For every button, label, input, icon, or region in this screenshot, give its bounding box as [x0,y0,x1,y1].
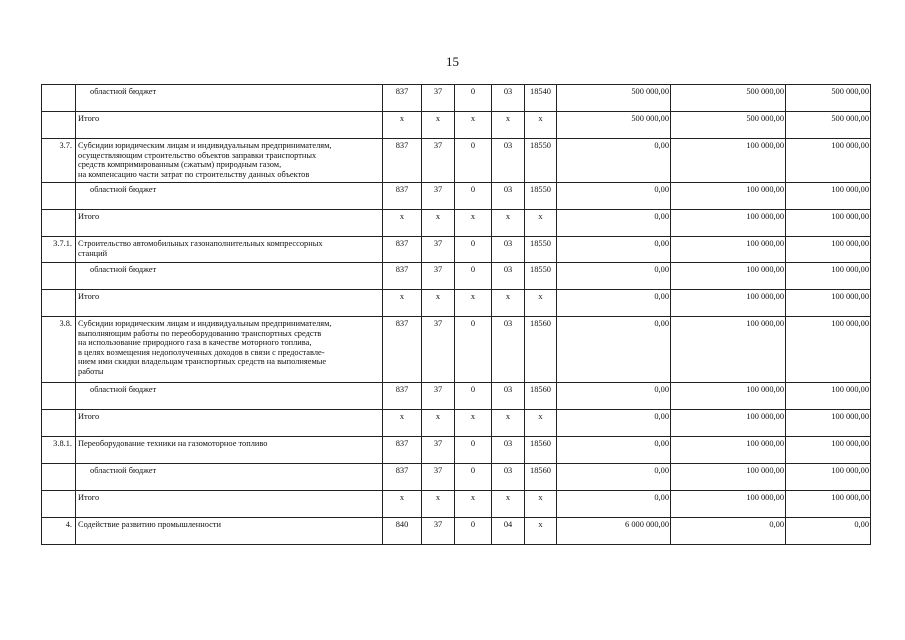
amount-year-2: 100 000,00 [671,383,786,410]
direction-code: 18560 [525,464,557,491]
direction-code: x [525,491,557,518]
ministry-code: x [383,112,422,139]
description-line: нием ими скидки владельцам транспортных средств на выполняемые [78,357,327,367]
amount-year-1: 0,00 [557,383,671,410]
direction-code: 18560 [525,383,557,410]
row-description [76,491,383,518]
row-description [76,183,383,210]
row-code [42,263,76,290]
event-code: 03 [492,183,525,210]
subprogram-code: 0 [455,383,492,410]
ministry-code: x [383,290,422,317]
row-description [76,383,383,410]
table-row [42,112,871,139]
direction-code: x [525,112,557,139]
ministry-code: 837 [383,464,422,491]
amount-year-1: 0,00 [557,317,671,383]
subprogram-code: 0 [455,139,492,183]
row-description [76,410,383,437]
row-description [76,237,383,263]
amount-year-3: 500 000,00 [786,112,871,139]
table-row [42,383,871,410]
event-code: 03 [492,85,525,112]
subprogram-code: 0 [455,518,492,545]
amount-year-2: 100 000,00 [671,237,786,263]
ministry-code: 837 [383,183,422,210]
table-row [42,263,871,290]
amount-year-3: 100 000,00 [786,263,871,290]
description-line: областной бюджет [90,466,157,475]
direction-code: x [525,210,557,237]
row-code [42,491,76,518]
table-row [42,410,871,437]
row-description [76,85,383,112]
amount-year-2: 100 000,00 [671,317,786,383]
event-code: 03 [492,317,525,383]
table-row [42,290,871,317]
table-row [42,85,871,112]
row-code: 3.8. [42,317,76,383]
description-line: Итого [78,412,100,421]
subprogram-code: x [455,410,492,437]
ministry-code: 837 [383,85,422,112]
description-line: Содействие развитию промышленности [78,520,221,529]
direction-code: 18540 [525,85,557,112]
table-row [42,183,871,210]
amount-year-3: 100 000,00 [786,464,871,491]
event-code: x [492,112,525,139]
ministry-code: 837 [383,139,422,183]
program-code: x [422,410,455,437]
description-line: Итого [78,292,100,301]
description-line: на использование природного газа в качестве моторного топлива, [78,338,312,348]
amount-year-1: 0,00 [557,491,671,518]
table-row [42,518,871,545]
amount-year-1: 0,00 [557,183,671,210]
amount-year-2: 100 000,00 [671,410,786,437]
program-code: 37 [422,237,455,263]
event-code: 03 [492,237,525,263]
subprogram-code: x [455,210,492,237]
row-description [76,139,383,183]
ministry-code: 837 [383,383,422,410]
subprogram-code: 0 [455,437,492,464]
amount-year-3: 100 000,00 [786,139,871,183]
program-code: x [422,290,455,317]
amount-year-2: 100 000,00 [671,464,786,491]
event-code: 03 [492,437,525,464]
event-code: x [492,210,525,237]
amount-year-1: 0,00 [557,437,671,464]
program-code: 37 [422,85,455,112]
amount-year-1: 0,00 [557,263,671,290]
ministry-code: 837 [383,317,422,383]
subprogram-code: x [455,290,492,317]
amount-year-3: 100 000,00 [786,237,871,263]
row-description [76,437,383,464]
event-code: 03 [492,464,525,491]
row-code [42,112,76,139]
description-line: на компенсацию части затрат по строительству данных объектов [78,169,310,179]
description-line: областной бюджет [90,87,157,96]
amount-year-2: 100 000,00 [671,437,786,464]
ministry-code: 837 [383,237,422,263]
description-line: Итого [78,212,100,221]
description-line: осуществляющим строительство объектов заправки транспортных [78,150,317,160]
row-code [42,85,76,112]
direction-code: x [525,290,557,317]
page-number: 15 [446,54,459,69]
amount-year-1: 500 000,00 [557,85,671,112]
amount-year-3: 100 000,00 [786,210,871,237]
amount-year-2: 100 000,00 [671,290,786,317]
event-code: 03 [492,383,525,410]
amount-year-2: 100 000,00 [671,210,786,237]
row-code [42,290,76,317]
amount-year-3: 500 000,00 [786,85,871,112]
subprogram-code: 0 [455,85,492,112]
row-code: 4. [42,518,76,545]
program-code: 37 [422,183,455,210]
amount-year-3: 100 000,00 [786,437,871,464]
event-code: 03 [492,139,525,183]
row-code [42,210,76,237]
row-code: 3.8.1. [42,437,76,464]
amount-year-3: 100 000,00 [786,410,871,437]
table-row [42,491,871,518]
amount-year-2: 500 000,00 [671,112,786,139]
row-code [42,464,76,491]
amount-year-1: 0,00 [557,290,671,317]
description-line: работы [78,366,104,376]
amount-year-2: 100 000,00 [671,263,786,290]
direction-code: 18550 [525,139,557,183]
row-code [42,383,76,410]
amount-year-3: 100 000,00 [786,491,871,518]
table-row [42,210,871,237]
description-line: Итого [78,114,100,123]
program-code: 37 [422,263,455,290]
event-code: 03 [492,263,525,290]
event-code: x [492,290,525,317]
subprogram-code: 0 [455,464,492,491]
table-row [42,464,871,491]
description-line: Итого [78,493,100,502]
ministry-code: x [383,210,422,237]
subprogram-code: 0 [455,183,492,210]
ministry-code: x [383,410,422,437]
program-code: 37 [422,317,455,383]
row-description [76,290,383,317]
table-body [42,85,871,545]
row-code [42,410,76,437]
direction-code: x [525,410,557,437]
ministry-code: 837 [383,437,422,464]
direction-code: 18560 [525,317,557,383]
amount-year-1: 0,00 [557,210,671,237]
amount-year-2: 100 000,00 [671,491,786,518]
direction-code: 18550 [525,237,557,263]
direction-code: 18560 [525,437,557,464]
direction-code: x [525,518,557,545]
description-line: Строительство автомобильных газонаполнительных компрессорных [78,239,323,248]
amount-year-1: 0,00 [557,237,671,263]
table-row [42,317,871,383]
subprogram-code: 0 [455,237,492,263]
amount-year-1: 0,00 [557,464,671,491]
row-description [76,210,383,237]
subprogram-code: 0 [455,263,492,290]
program-code: 37 [422,139,455,183]
description-line: в целях возмещения недополученных доходов в связи с предоставле- [78,347,325,357]
event-code: 04 [492,518,525,545]
description-line: областной бюджет [90,385,157,394]
amount-year-3: 100 000,00 [786,290,871,317]
table-row [42,237,871,263]
ministry-code: 840 [383,518,422,545]
amount-year-1: 0,00 [557,410,671,437]
amount-year-3: 100 000,00 [786,183,871,210]
event-code: x [492,410,525,437]
table-row [42,139,871,183]
program-code: 37 [422,437,455,464]
table-row [42,437,871,464]
amount-year-1: 0,00 [557,139,671,183]
description-line: выполняющим работы по переоборудованию транспортных средств [78,328,322,338]
amount-year-3: 0,00 [786,518,871,545]
ministry-code: x [383,491,422,518]
amount-year-2: 0,00 [671,518,786,545]
description-line: Переоборудование техники на газомоторное топливо [78,439,268,448]
amount-year-1: 500 000,00 [557,112,671,139]
subprogram-code: x [455,112,492,139]
ministry-code: 837 [383,263,422,290]
subprogram-code: x [455,491,492,518]
row-code [42,183,76,210]
direction-code: 18550 [525,183,557,210]
row-code: 3.7. [42,139,76,183]
description-line: Субсидии юридическим лицам и индивидуальным предпринимателям, [78,319,332,328]
amount-year-3: 100 000,00 [786,383,871,410]
description-line: Субсидии юридическим лицам и индивидуальным предпринимателям, [78,141,332,150]
direction-code: 18550 [525,263,557,290]
description-line: областной бюджет [90,185,157,194]
row-description [76,518,383,545]
row-description [76,112,383,139]
program-code: 37 [422,464,455,491]
program-code: x [422,112,455,139]
event-code: x [492,491,525,518]
row-description [76,464,383,491]
amount-year-2: 100 000,00 [671,183,786,210]
amount-year-3: 100 000,00 [786,317,871,383]
program-code: 37 [422,383,455,410]
row-description [76,263,383,290]
row-code: 3.7.1. [42,237,76,263]
program-code: x [422,210,455,237]
subprogram-code: 0 [455,317,492,383]
description-line: станций [78,248,108,258]
amount-year-1: 6 000 000,00 [557,518,671,545]
description-line: средств компримированным (сжатым) природным газом, [78,160,282,170]
amount-year-2: 500 000,00 [671,85,786,112]
program-code: x [422,491,455,518]
amount-year-2: 100 000,00 [671,139,786,183]
description-line: областной бюджет [90,265,157,274]
row-description [76,317,383,383]
budget-table [41,84,871,545]
program-code: 37 [422,518,455,545]
